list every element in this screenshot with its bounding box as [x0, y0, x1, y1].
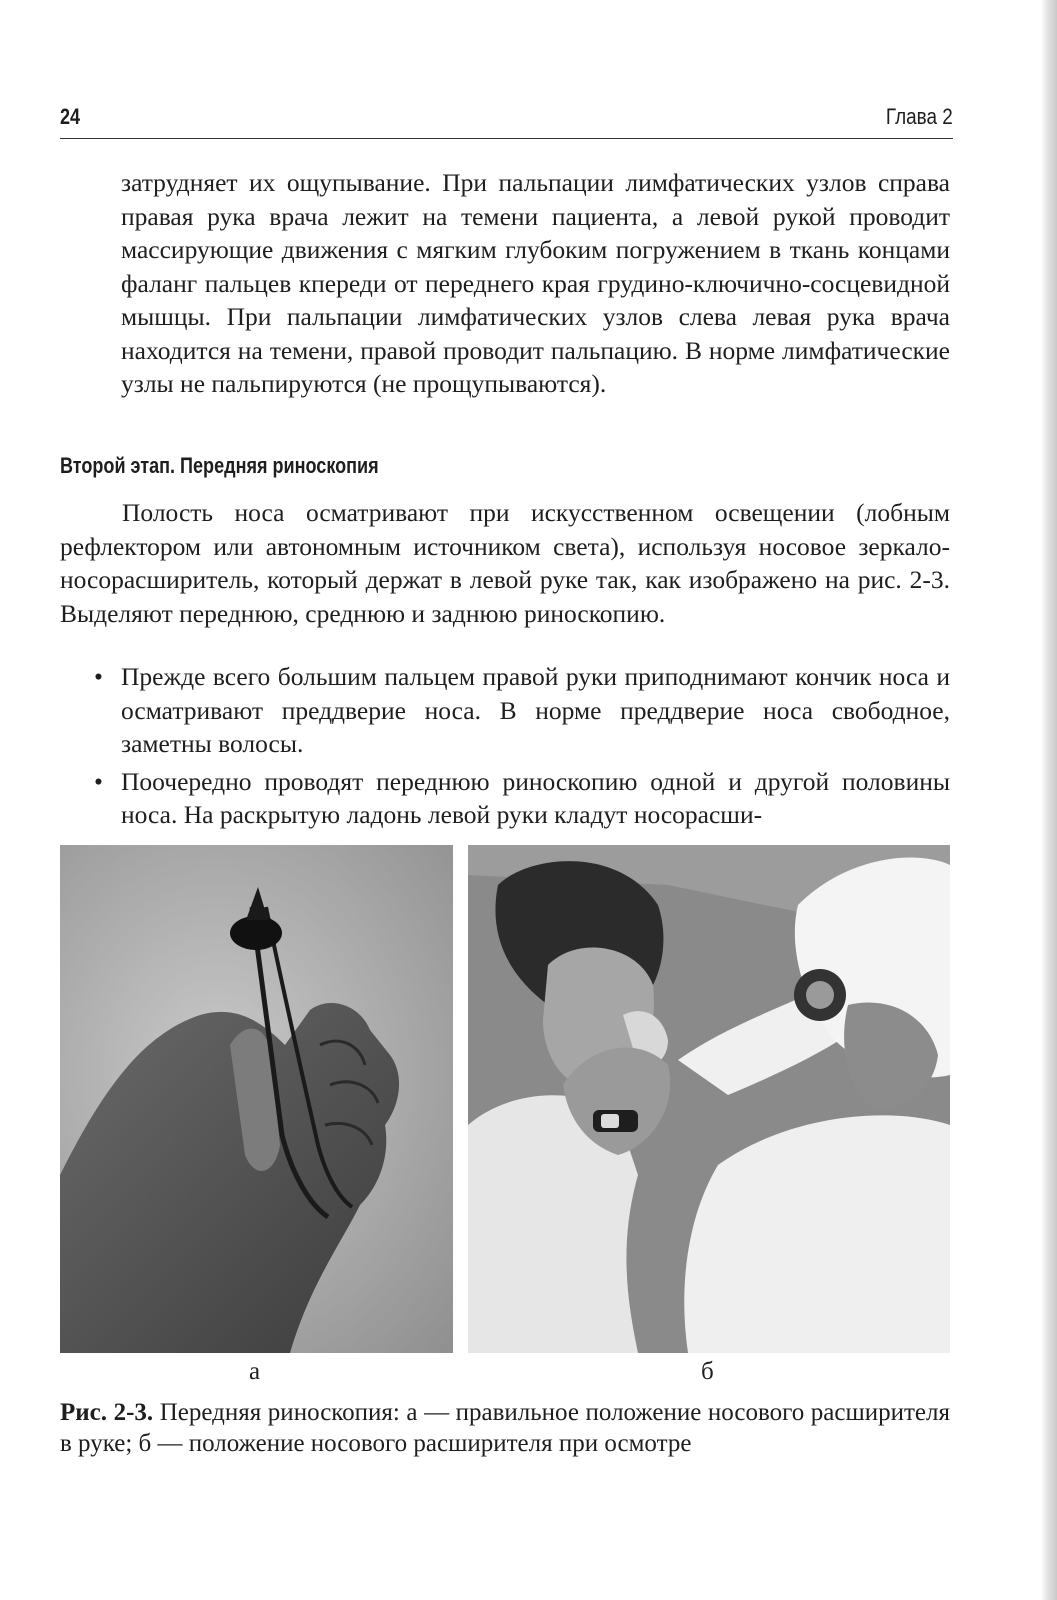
hand-speculum-illustration [60, 845, 453, 1353]
caption-text: Передняя риноскопия: а — правильное положение носового расширителя в руке; б — положение носового расширителя при осмотре [60, 1399, 950, 1457]
list-item [94, 660, 950, 761]
paragraph-palpation: затрудняет их ощупывание. При пальпации лимфатических узлов справа правая рука врача лежит на темени пациента, а левой рукой проводит массирующие движения с мягким глубоким погружением в ткань концами фаланг пальцев кпереди от переднего края грудино-ключично-сосцевидной мышцы. При пальпации лимфатических узлов слева левая рука врача находится на темени, правой проводит пальпацию. В норме лимфатические узлы не пальпируются (не прощупываются). [121, 168, 950, 398]
figure-label-b: б [701, 1358, 714, 1385]
bullet-list [94, 660, 950, 836]
list-item [94, 765, 950, 832]
examination-illustration [468, 845, 950, 1353]
bullet-icon: • [94, 766, 103, 796]
paragraph-rhinoscopy: Полость носа осматривают при искусственном освещении (лобным рефлектором или автономным источником света), используя носовое зеркало-носорасширитель, который держат в левой руке так, как изображено на рис. 2-3. Выделяют переднюю, среднюю и заднюю риноскопию. [60, 498, 950, 628]
figure-caption [60, 1397, 950, 1459]
photo-examination [468, 845, 950, 1353]
page-edge-shadow [1041, 0, 1057, 1600]
running-header [60, 104, 953, 139]
list-item-text: Поочередно проводят переднюю риноскопию одной и другой половины носа. На раскрытую ладонь левой руки кладут носорасши- [121, 766, 950, 829]
page-number: 24 [60, 104, 81, 129]
chapter-title: Глава 2 [886, 104, 953, 129]
caption-label: Рис. 2-3. [60, 1399, 154, 1426]
figure-label-a: а [249, 1358, 261, 1385]
section-heading: Второй этап. Передняя риноскопия [60, 453, 379, 478]
bullet-icon: • [94, 662, 103, 691]
list-item-text: Прежде всего большим пальцем правой руки приподнимают кончик носа и осматривают преддверие носа. В норме преддверие носа свободное, заметны волосы. [121, 662, 950, 758]
photo-speculum-in-hand [60, 845, 453, 1353]
